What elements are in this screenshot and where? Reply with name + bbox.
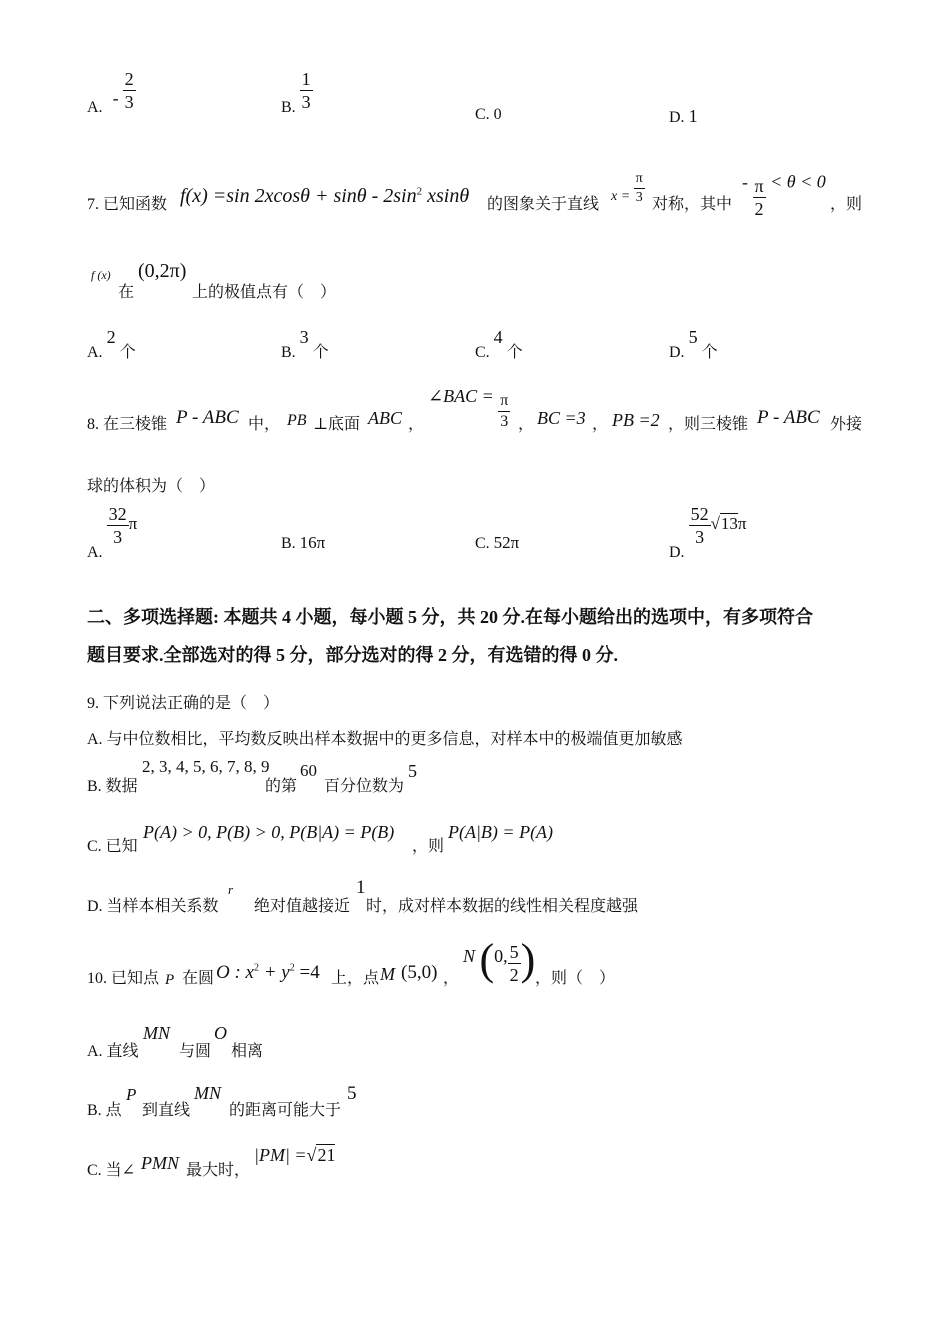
q7-function: f(x) =sin $2xcos\theta + \sin\theta - 2\sin^2$ xsinθ <box>180 185 470 207</box>
q7-option-b: B.3个 <box>281 327 329 361</box>
q7-option-c: C.4个 <box>475 327 523 361</box>
q9-option-d-pre: D. 当样本相关系数 <box>87 898 219 915</box>
q8-line2: 球的体积为（ ） <box>87 478 216 495</box>
q7-option-d: D.5个 <box>669 327 718 361</box>
q8-pyramid: P - ABC <box>176 407 239 428</box>
q8-base-abc: ABC <box>368 408 402 428</box>
q9-option-d-r: r <box>228 882 234 897</box>
q10-option-c-pre: C. 当∠ <box>87 1162 136 1179</box>
q6-option-c: C. 0 <box>475 106 502 123</box>
q9-option-b-5: 5 <box>408 761 417 781</box>
q9-option-d-1: 1 <box>356 877 366 898</box>
q7-interval: (0,2π) <box>138 260 187 282</box>
q7-theta-condition: - $\frac{\pi}{2}$ < θ < 0 <box>742 171 826 219</box>
q8-zhong: 中， <box>248 416 281 433</box>
q8-comma: ， <box>408 416 425 433</box>
q8-option-a: A. $\frac{32}{3}$ π <box>87 504 138 562</box>
q10-option-b-pre: B. 点 <box>87 1102 122 1119</box>
q8-waijie: 外接 <box>830 416 863 433</box>
q8-option-c: C. 52π <box>475 533 520 552</box>
section2-heading-line1: 二、多项选择题: 本题共 4 小题，每小题 5 分，共 20 分.在每小题给出的选项中，有多项符合 <box>87 607 813 627</box>
q10-circle-equation: O : $x^2 + y^2 =4$ <box>216 962 320 983</box>
q9-option-c-pre: C. 已知 <box>87 838 138 855</box>
q7-fx: f (x) <box>91 268 111 282</box>
q10-pre: 10. 已知点 <box>87 970 160 987</box>
q6-option-b: B. $\frac{1}{3}$ <box>281 69 311 117</box>
q7-text-then: ，则 <box>830 196 863 213</box>
q7-zai: 在 <box>118 284 135 301</box>
q10-option-c-pm: |PM| =√21 <box>254 1145 336 1165</box>
q8-number: 8. 在三棱锥 <box>87 416 168 433</box>
q8-pb-value: PB =2 <box>612 410 660 430</box>
q10-m-coordinates: (5,0) <box>401 962 438 983</box>
q6-option-a: A. - $\frac{2}{3}$ <box>87 69 134 117</box>
q8-pb: PB <box>287 412 307 429</box>
q7-text-axis: 的图象关于直线 <box>487 196 600 213</box>
q10-n-point: N (0, $\frac{5}{2}$ ) <box>463 935 536 986</box>
q8-perp: ⊥底面 <box>313 416 361 433</box>
q7-number: 7. 已知函数 <box>87 196 168 213</box>
q8-angle: ∠BAC = $\frac{\pi}{3}$ <box>428 385 509 430</box>
q8-tail: ，则三棱锥 <box>668 416 749 433</box>
q10-option-a-pre: A. 直线 <box>87 1043 139 1060</box>
q7-line-x: x = $\frac{\pi}{3}$ <box>611 171 643 205</box>
q9-stem: 9. 下列说法正确的是（ ） <box>87 695 280 712</box>
section2-heading-line2: 题目要求.全部选对的得 5 分，部分选对的得 2 分，有选错的得 0 分. <box>87 645 618 665</box>
q7-text-symmetric: 对称，其中 <box>652 196 733 213</box>
q7-extrema-text: 上的极值点有（ ） <box>192 284 337 301</box>
q8-option-b: B. 16π <box>281 533 326 552</box>
q9-option-a: A. 与中位数相比，平均数反映出样本数据中的更多信息，对样本中的极端值更加敏感 <box>87 731 683 748</box>
q9-option-b-60: 60 <box>300 761 317 780</box>
q7-option-a: A.2个 <box>87 327 136 361</box>
q8-pyramid-2: P - ABC <box>757 407 820 428</box>
q9-option-c-result: P(A|B) = P(A) <box>448 822 554 842</box>
q9-option-c-condition: P(A) > 0, P(B) > 0, P(B|A) = P(B) <box>143 822 395 842</box>
q9-option-b-pre: B. 数据 <box>87 778 138 795</box>
q6-option-d: D. 1 <box>669 106 698 126</box>
q9-option-b-data: 2, 3, 4, 5, 6, 7, 8, 9 <box>142 757 270 776</box>
q8-bc: BC =3 <box>537 408 586 428</box>
q8-option-d: D. $\frac{52}{3}$ √13π <box>669 504 747 562</box>
